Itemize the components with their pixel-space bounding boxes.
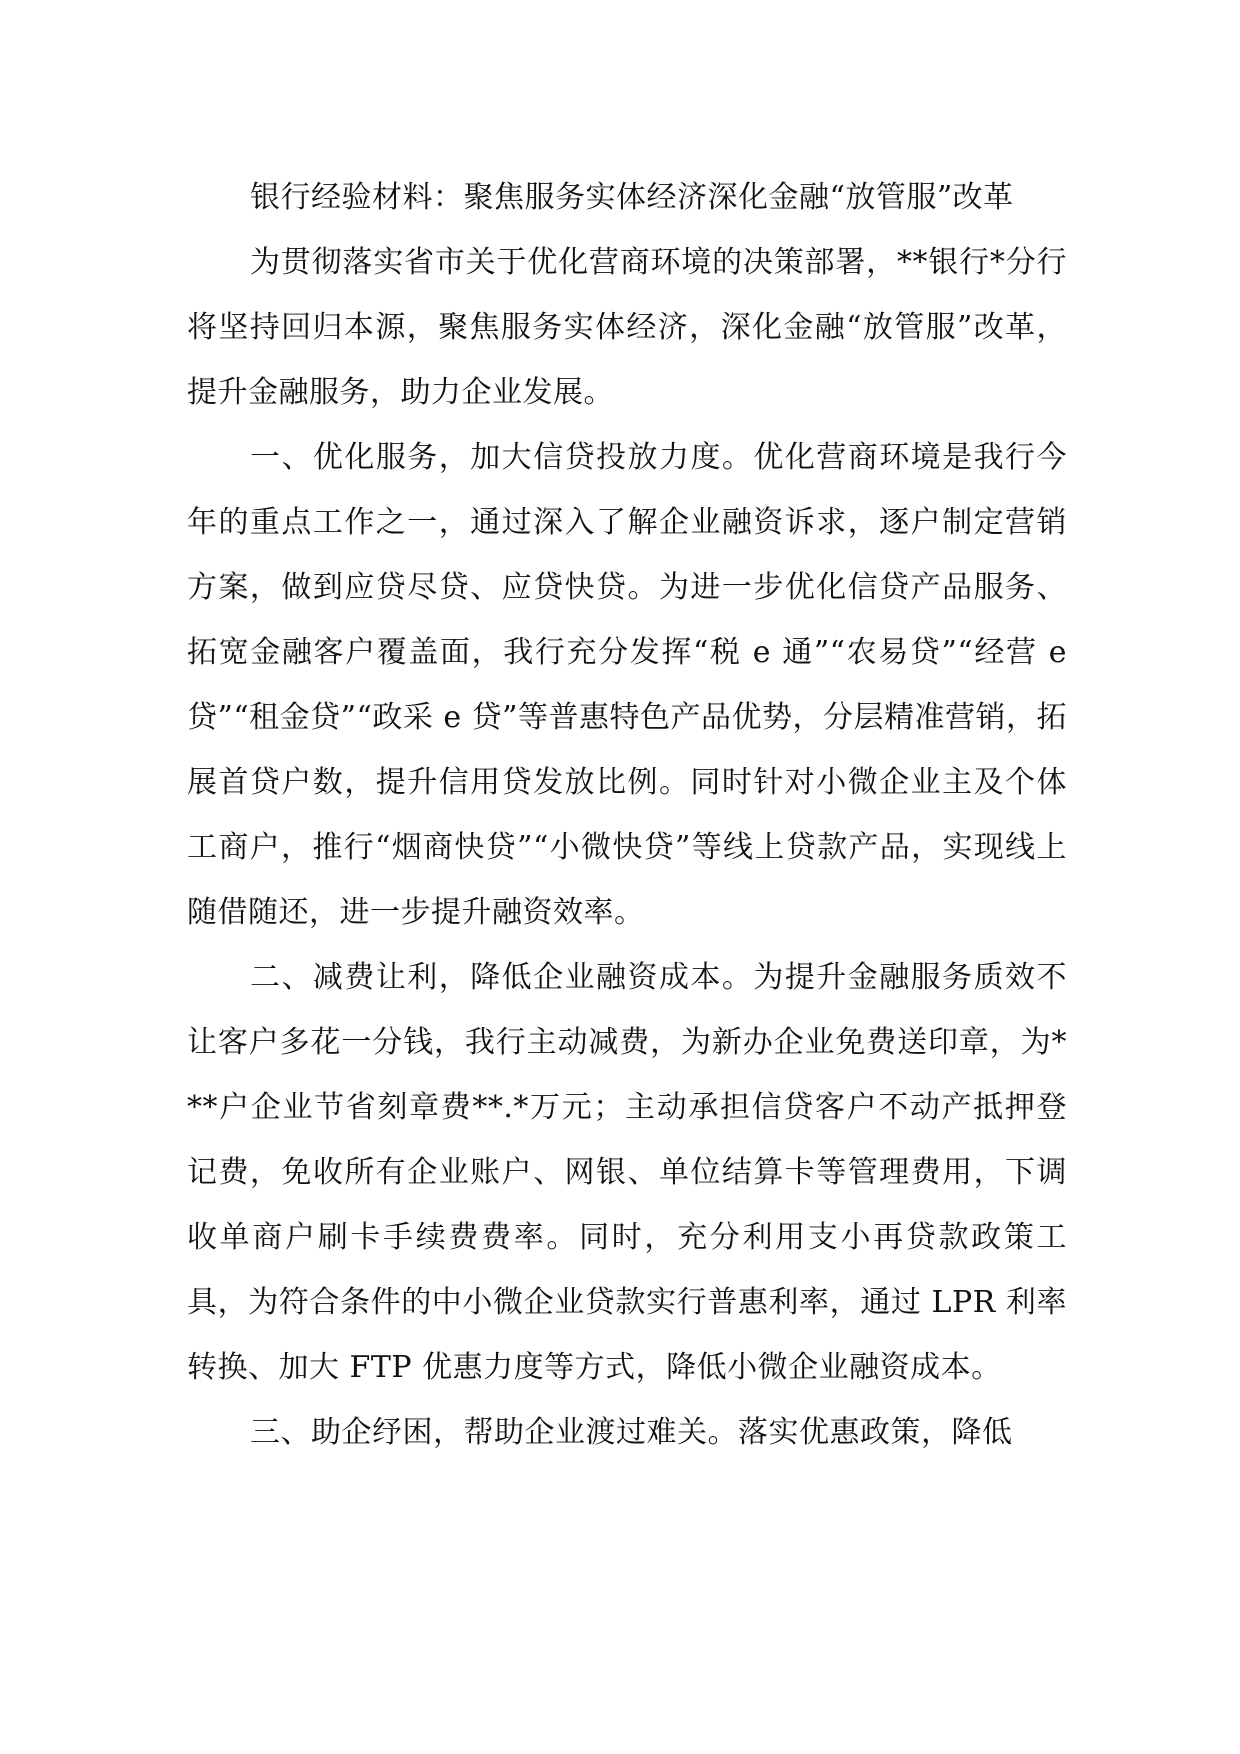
section-three-paragraph: 三、助企纾困，帮助企业渡过难关。落实优惠政策，降低 (250, 1415, 1013, 1450)
document-body (187, 165, 1067, 1465)
section-two-paragraph: 二、减费让利，降低企业融资成本。为提升金融服务质效不让客户多花一分钱，我行主动减费，为新办企业免费送印章，为***户企业节省刻章费**.*万元；主动承担信贷客户不动产抵押登记费，免收所有企业账户、网银、单位结算卡等管理费用，下调收单商户刷卡手续费费率。同时，充分利用支小再贷款政策工具，为符合条件的中小微企业贷款实行普惠利率，通过 LPR 利率转换、加大 FTP 优惠力度等方式，降低小微企业融资成本。 (187, 960, 1067, 1385)
intro-paragraph: 为贯彻落实省市关于优化营商环境的决策部署，**银行*分行将坚持回归本源，聚焦服务实体经济，深化金融“放管服”改革，提升金融服务，助力企业发展。 (187, 245, 1067, 410)
section-one-paragraph: 一、优化服务，加大信贷投放力度。优化营商环境是我行今年的重点工作之一，通过深入了解企业融资诉求，逐户制定营销方案，做到应贷尽贷、应贷快贷。为进一步优化信贷产品服务、拓宽金融客户覆盖面，我行充分发挥“税 e 通”“农易贷”“经营 e 贷”“租金贷”“政采 e 贷”等普惠特色产品优势，分层精准营销，拓展首贷户数，提升信用贷发放比例。同时针对小微企业主及个体工商户，推行“烟商快贷”“小微快贷”等线上贷款产品，实现线上随借随还，进一步提升融资效率。 (187, 440, 1068, 930)
document-title: 银行经验材料：聚焦服务实体经济深化金融“放管服”改革 (250, 180, 1014, 215)
